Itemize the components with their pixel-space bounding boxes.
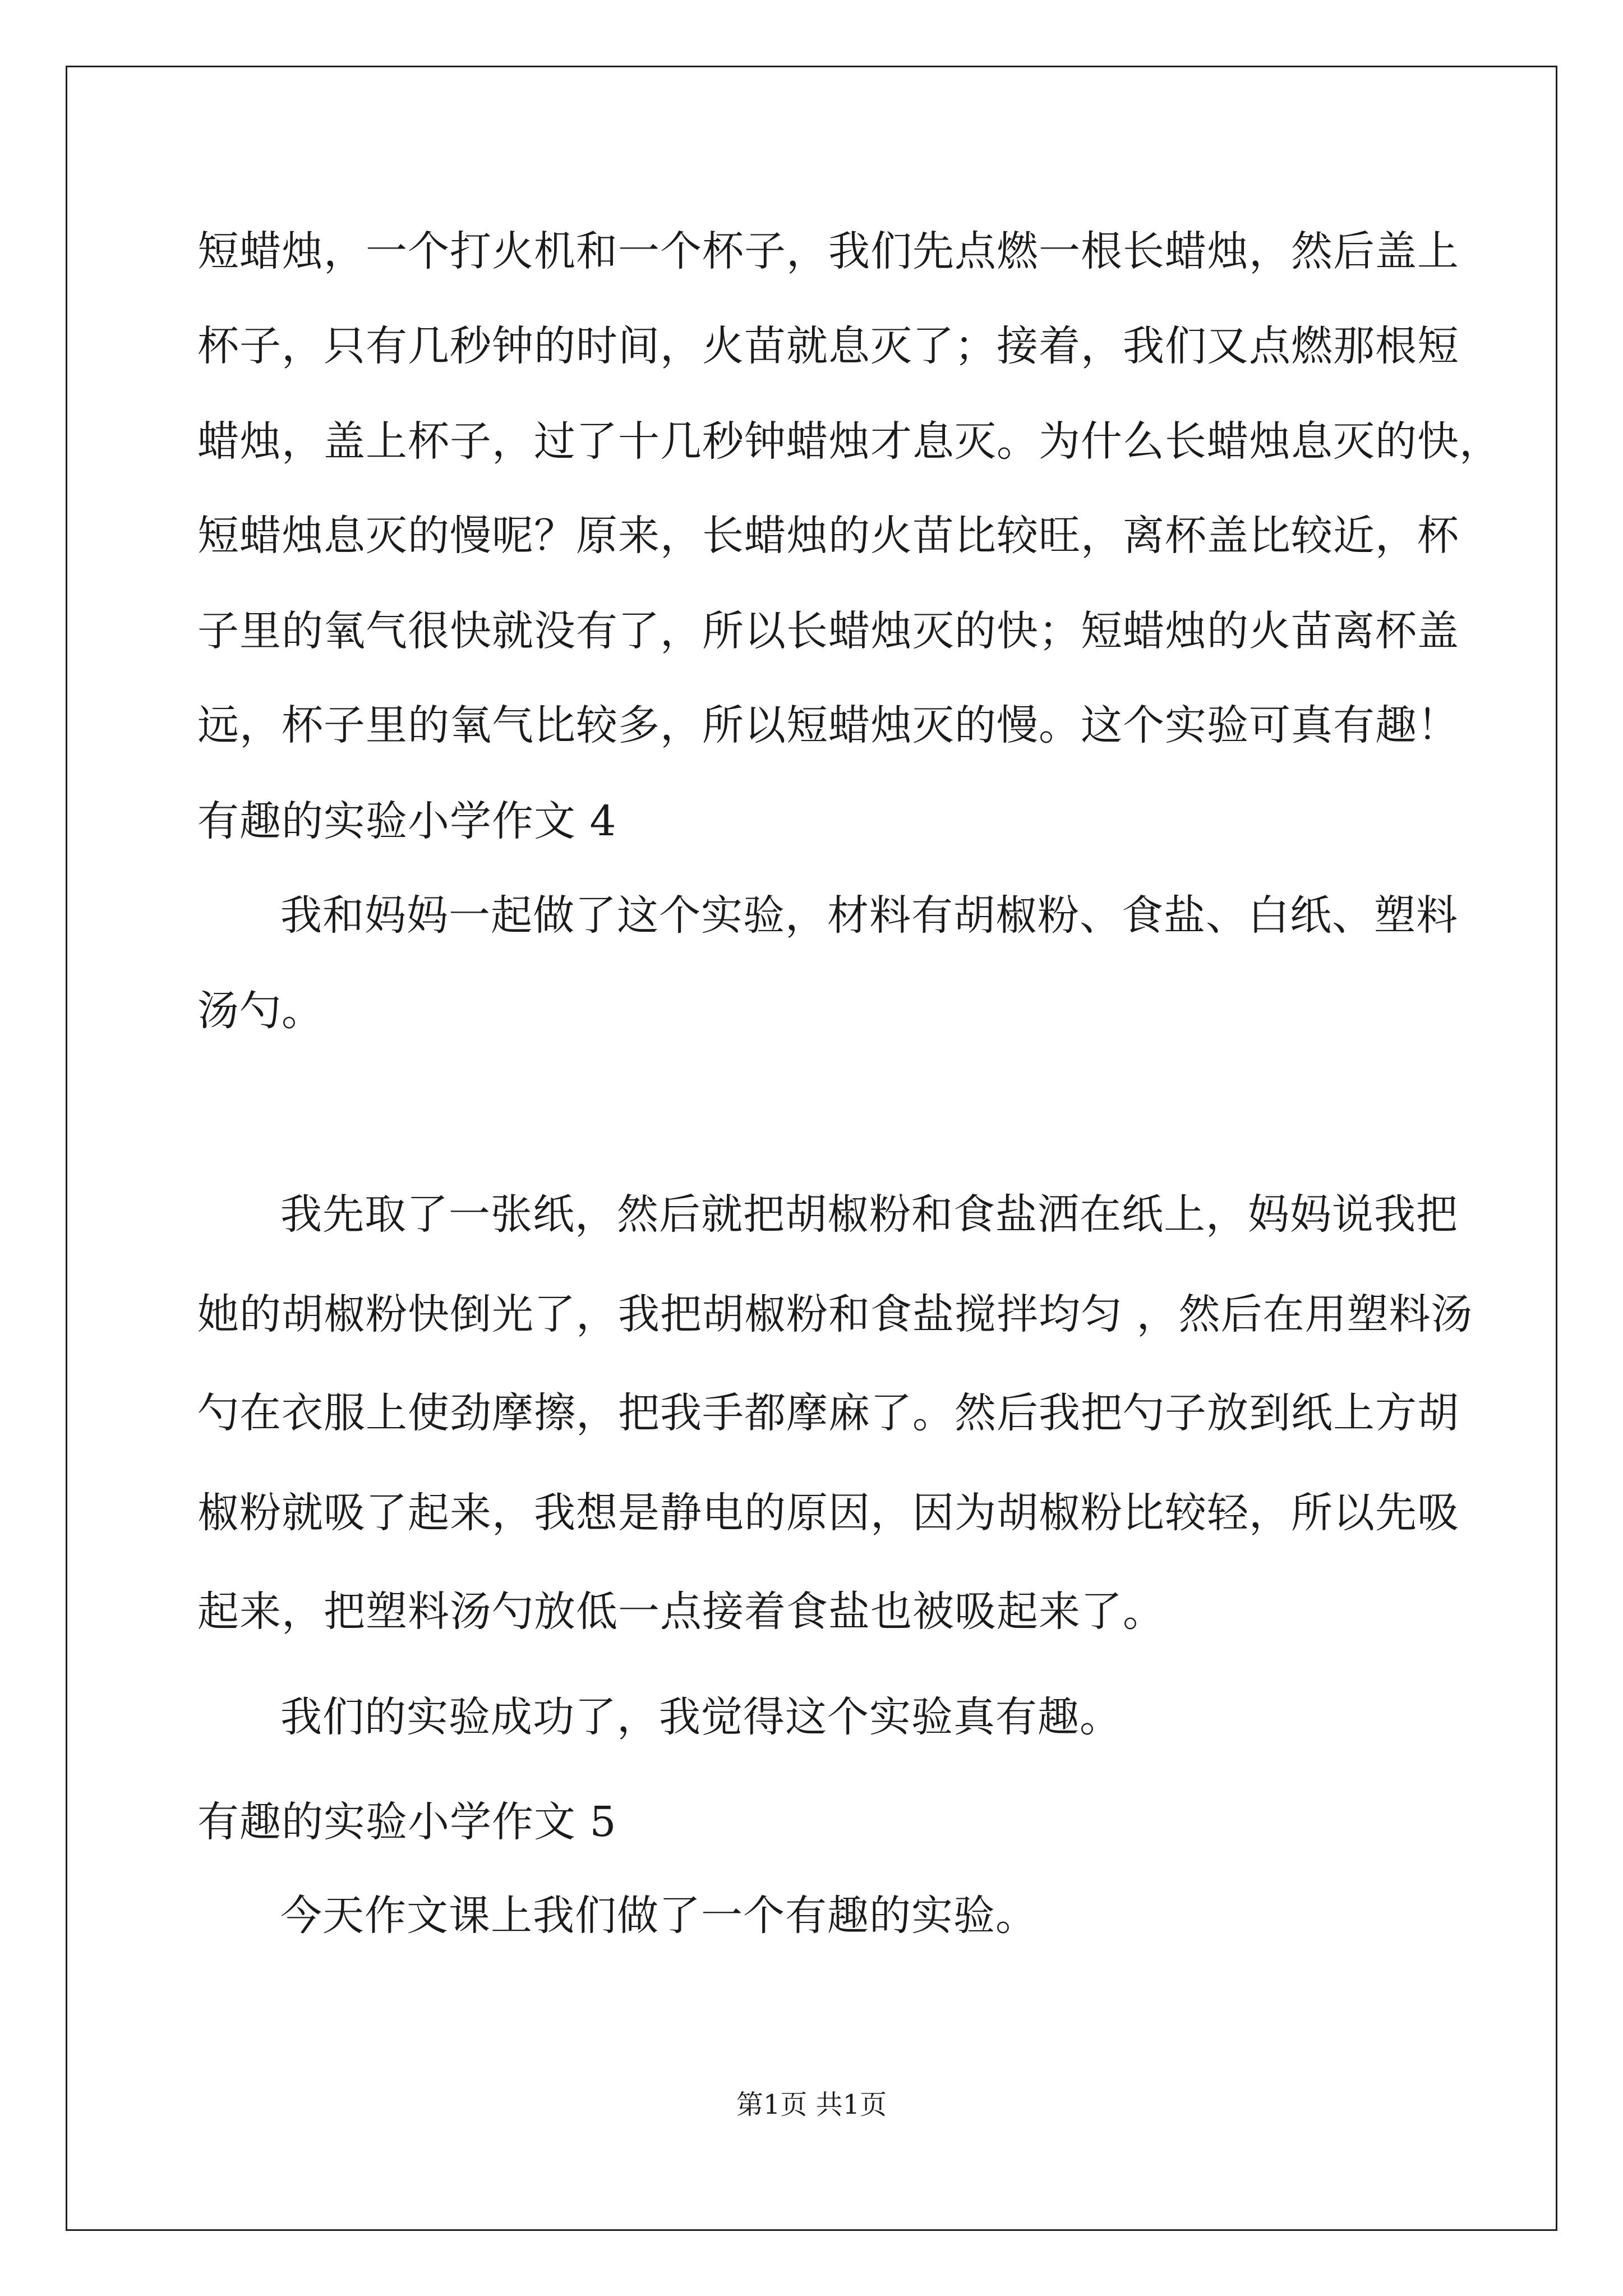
- paragraph-line: 我和妈妈一起做了这个实验，材料有胡椒粉、食盐、白纸、塑料: [280, 891, 1458, 940]
- paragraph-line: 我先取了一张纸，然后就把胡椒粉和食盐洒在纸上，妈妈说我把: [280, 1190, 1458, 1239]
- paragraph-line: 杯子，只有几秒钟的时间，火苗就息灭了；接着，我们又点燃那根短: [197, 322, 1459, 370]
- paragraph-line: 子里的氧气很快就没有了，所以长蜡烛灭的快；短蜡烛的火苗离杯盖: [197, 607, 1459, 655]
- paragraph-line: 汤勺。: [197, 987, 324, 1035]
- paragraph-line: 椒粉就吸了起来，我想是静电的原因，因为胡椒粉比较轻，所以先吸: [197, 1489, 1459, 1537]
- section-heading-4: 有趣的实验小学作文 4: [197, 797, 617, 845]
- paragraph-line: 起来，把塑料汤勺放低一点接着食盐也被吸起来了。: [197, 1588, 1165, 1636]
- paragraph-line: 今天作文课上我们做了一个有趣的实验。: [280, 1892, 1038, 1940]
- paragraph-line: 蜡烛，盖上杯子，过了十几秒钟蜡烛才息灭。为什么长蜡烛息灭的快，: [197, 417, 1501, 466]
- paragraph-line: 勺在衣服上使劲摩擦，把我手都摩麻了。然后我把勺子放到纸上方胡: [197, 1389, 1459, 1437]
- paragraph-line: 短蜡烛息灭的慢呢？原来，长蜡烛的火苗比较旺，离杯盖比较近，杯: [197, 512, 1459, 560]
- paragraph-line: 远，杯子里的氧气比较多，所以短蜡烛灭的慢。这个实验可真有趣！: [197, 701, 1459, 749]
- paragraph-line: 我们的实验成功了，我觉得这个实验真有趣。: [280, 1693, 1122, 1741]
- paragraph-line: 她的胡椒粉快倒光了，我把胡椒粉和食盐搅拌均匀 ，然后在用塑料汤: [197, 1290, 1473, 1338]
- section-heading-5: 有趣的实验小学作文 5: [197, 1798, 617, 1846]
- paragraph-line: 短蜡烛，一个打火机和一个杯子，我们先点燃一根长蜡烛，然后盖上: [197, 227, 1459, 275]
- page-footer: 第1页 共1页: [736, 2089, 887, 2120]
